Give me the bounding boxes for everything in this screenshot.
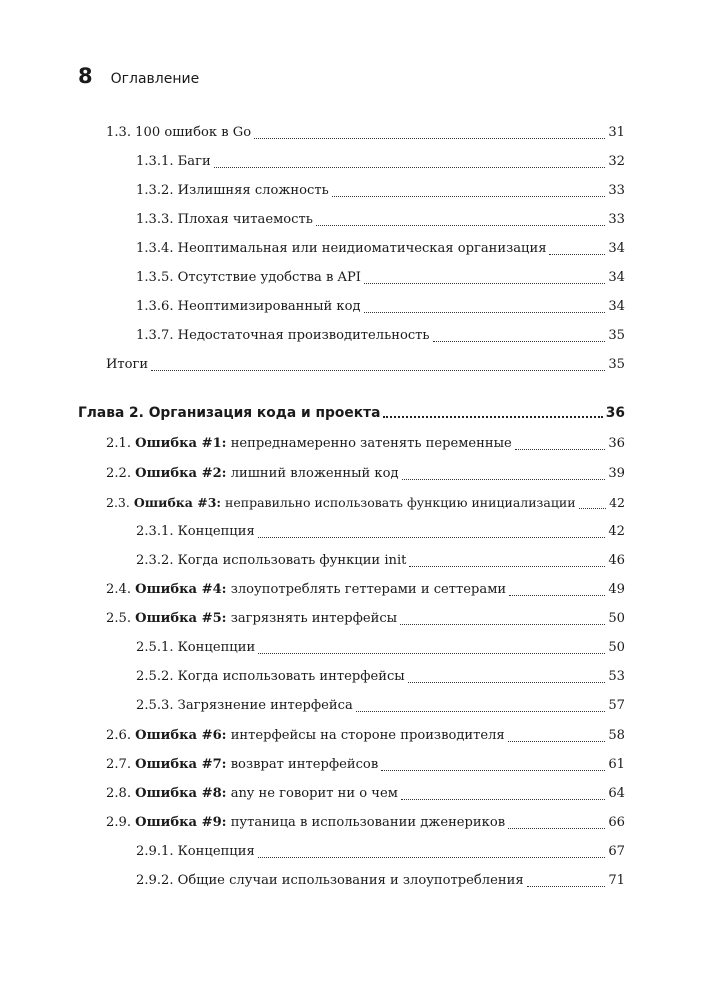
toc-entry[interactable] xyxy=(136,868,625,890)
dot-leader xyxy=(400,610,605,625)
mistake-label: Ошибка #6: xyxy=(135,728,227,743)
dot-leader xyxy=(527,872,606,887)
dot-leader xyxy=(408,668,606,683)
toc-entry[interactable] xyxy=(106,723,625,745)
toc-entry-title: Общие случаи использования и злоупотребления xyxy=(177,873,524,888)
dot-leader xyxy=(383,402,602,418)
toc-entry-number: 2.4. xyxy=(106,582,131,597)
dot-leader xyxy=(258,639,605,654)
dot-leader xyxy=(515,435,606,450)
toc-entry-title: Загрязнение интерфейса xyxy=(177,698,353,713)
mistake-label: Ошибка #3: xyxy=(133,495,222,510)
dot-leader xyxy=(364,298,606,313)
dot-leader xyxy=(364,269,605,284)
toc-entry-number: 2.8. xyxy=(106,786,131,801)
dot-leader xyxy=(401,785,605,800)
mistake-label: Ошибка #4: xyxy=(135,582,227,597)
running-title: Оглавление xyxy=(110,71,200,87)
toc-entry-page: 35 xyxy=(608,357,625,372)
toc-entry-page: 39 xyxy=(608,466,625,481)
toc-entry[interactable] xyxy=(106,120,625,142)
dot-leader xyxy=(258,843,606,858)
toc-entry-number: 2.9.1. xyxy=(136,844,174,859)
toc-entry-page: 33 xyxy=(608,212,625,227)
toc-entry-title: Отсутствие удобства в API xyxy=(177,270,361,285)
toc-entry-number: 1.3.1. xyxy=(136,154,174,169)
toc-entry-title: интерфейсы на стороне производителя xyxy=(230,728,505,743)
toc-entry-number: 2.5.2. xyxy=(136,669,174,684)
toc-entry[interactable] xyxy=(136,635,625,657)
toc-entry[interactable] xyxy=(136,294,625,316)
dot-leader xyxy=(332,182,606,197)
toc-entry[interactable] xyxy=(136,839,625,861)
toc-entry[interactable] xyxy=(136,149,625,171)
toc-entry-title: Недостаточная производительность xyxy=(177,328,430,343)
toc-entry[interactable] xyxy=(106,431,625,453)
page-number: 8 xyxy=(78,64,93,88)
toc-entry-title: путаница в использовании дженериков xyxy=(230,815,506,830)
toc-entry-title: Плохая читаемость xyxy=(177,212,313,227)
toc-entry[interactable] xyxy=(136,265,625,287)
toc-chapter-heading[interactable] xyxy=(78,400,625,422)
toc-entry[interactable] xyxy=(106,781,625,803)
mistake-label: Ошибка #9: xyxy=(135,815,227,830)
toc-entry-number: 2.5. xyxy=(106,611,131,626)
toc-entry[interactable] xyxy=(136,548,625,570)
toc-entry-page: 49 xyxy=(608,582,625,597)
page-header xyxy=(78,64,199,88)
toc-entry[interactable] xyxy=(106,577,625,599)
toc-entry-summary[interactable] xyxy=(106,352,625,374)
toc-entry-page: 61 xyxy=(608,757,625,772)
toc-entry-title: непреднамеренно затенять переменные xyxy=(230,436,512,451)
toc-entry-title: загрязнять интерфейсы xyxy=(230,611,398,626)
toc-entry-number: 1.3.5. xyxy=(136,270,174,285)
toc-entry-page: 50 xyxy=(608,611,625,626)
toc-entry-page: 57 xyxy=(608,698,625,713)
toc-entry-title: лишний вложенный код xyxy=(230,466,399,481)
dot-leader xyxy=(254,124,605,139)
toc-entry-number: 2.3. xyxy=(106,495,130,510)
toc-entry-title: any не говорит ни о чем xyxy=(230,786,398,801)
toc-entry-page: 64 xyxy=(608,786,625,801)
toc-entry-title: Излишняя сложность xyxy=(177,183,329,198)
dot-leader xyxy=(409,552,605,567)
toc-entry-page: 67 xyxy=(608,844,625,859)
toc-entry-title: Когда использовать функции init xyxy=(177,553,407,568)
toc-entry-number: 1.3.2. xyxy=(136,183,174,198)
toc-entry-number: 1.3.6. xyxy=(136,299,174,314)
dot-leader xyxy=(433,327,606,342)
toc-entry[interactable] xyxy=(106,490,625,512)
toc-entry-number: 2.5.3. xyxy=(136,698,174,713)
toc-entry-page: 42 xyxy=(609,495,625,510)
toc-entry-title: Когда использовать интерфейсы xyxy=(177,669,405,684)
dot-leader xyxy=(508,727,606,742)
toc-entry-number: 2.9. xyxy=(106,815,131,830)
toc-entry-number: 2.1. xyxy=(106,436,131,451)
dot-leader xyxy=(549,240,605,255)
toc-entry[interactable] xyxy=(136,664,625,686)
toc-entry-page: 58 xyxy=(608,728,625,743)
toc-entry-page: 34 xyxy=(608,241,625,256)
toc-entry-number: 2.5.1. xyxy=(136,640,174,655)
toc-entry-number: 2.3.2. xyxy=(136,553,174,568)
toc-entry-page: 71 xyxy=(608,873,625,888)
chapter-page: 36 xyxy=(605,405,625,421)
toc-entry-page: 42 xyxy=(608,524,625,539)
toc-entry-number: 1.3. xyxy=(106,125,131,140)
toc-entry[interactable] xyxy=(136,178,625,200)
dot-leader xyxy=(508,814,605,829)
toc-entry-page: 36 xyxy=(608,436,625,451)
toc-entry-page: 66 xyxy=(608,815,625,830)
toc-entry-title: Концепция xyxy=(177,524,255,539)
toc-entry-page: 31 xyxy=(608,125,625,140)
toc-entry-title: Концепции xyxy=(177,640,256,655)
toc-entry-number: 2.3.1. xyxy=(136,524,174,539)
toc-entry-number: 2.2. xyxy=(106,466,131,481)
dot-leader xyxy=(151,356,605,371)
toc-entry-page: 46 xyxy=(608,553,625,568)
toc-entry-title: злоупотреблять геттерами и сеттерами xyxy=(230,582,507,597)
mistake-label: Ошибка #8: xyxy=(135,786,227,801)
toc-entry[interactable] xyxy=(136,323,625,345)
toc-entry-page: 34 xyxy=(608,270,625,285)
toc-entry-title: 100 ошибок в Go xyxy=(135,125,252,140)
toc-entry-page: 34 xyxy=(608,299,625,314)
toc-entry[interactable] xyxy=(136,207,625,229)
mistake-label: Ошибка #2: xyxy=(135,466,227,481)
toc-entry-title: неправильно использовать функцию инициализации xyxy=(225,495,576,510)
mistake-label: Ошибка #1: xyxy=(135,436,227,451)
dot-leader xyxy=(316,211,605,226)
toc-entry[interactable] xyxy=(136,519,625,541)
mistake-label: Ошибка #5: xyxy=(135,611,227,626)
dot-leader xyxy=(214,153,606,168)
toc-entry-number: 1.3.4. xyxy=(136,241,174,256)
mistake-label: Ошибка #7: xyxy=(135,757,227,772)
toc-entry[interactable] xyxy=(136,693,625,715)
toc-entry[interactable] xyxy=(136,236,625,258)
toc-entry-page: 32 xyxy=(608,154,625,169)
toc-entry-title: возврат интерфейсов xyxy=(230,757,379,772)
dot-leader xyxy=(356,697,606,712)
toc-entry-page: 53 xyxy=(608,669,625,684)
toc-entry-page: 35 xyxy=(608,328,625,343)
dot-leader xyxy=(509,581,605,596)
toc-entry-title: Баги xyxy=(177,154,211,169)
toc-entry-page: 33 xyxy=(608,183,625,198)
dot-leader xyxy=(579,494,607,509)
dot-leader xyxy=(381,756,605,771)
toc-entry[interactable] xyxy=(106,752,625,774)
toc-entry-number: 2.9.2. xyxy=(136,873,174,888)
toc-entry-page: 50 xyxy=(608,640,625,655)
toc-entry-number: 2.7. xyxy=(106,757,131,772)
toc-entry-number: 2.6. xyxy=(106,728,131,743)
dot-leader xyxy=(402,465,606,480)
toc-entry-title: Неоптимальная или неидиоматическая организация xyxy=(177,241,547,256)
toc-entry-title: Итоги xyxy=(106,357,149,372)
toc-entry[interactable] xyxy=(106,810,625,832)
toc-entry-number: 1.3.3. xyxy=(136,212,174,227)
toc-entry[interactable] xyxy=(106,606,625,628)
toc-entry-title: Неоптимизированный код xyxy=(177,299,361,314)
toc-entry-number: 1.3.7. xyxy=(136,328,174,343)
chapter-title: Глава 2. Организация кода и проекта xyxy=(78,405,381,421)
toc-entry[interactable] xyxy=(106,461,625,483)
dot-leader xyxy=(258,523,606,538)
toc-entry-title: Концепция xyxy=(177,844,255,859)
